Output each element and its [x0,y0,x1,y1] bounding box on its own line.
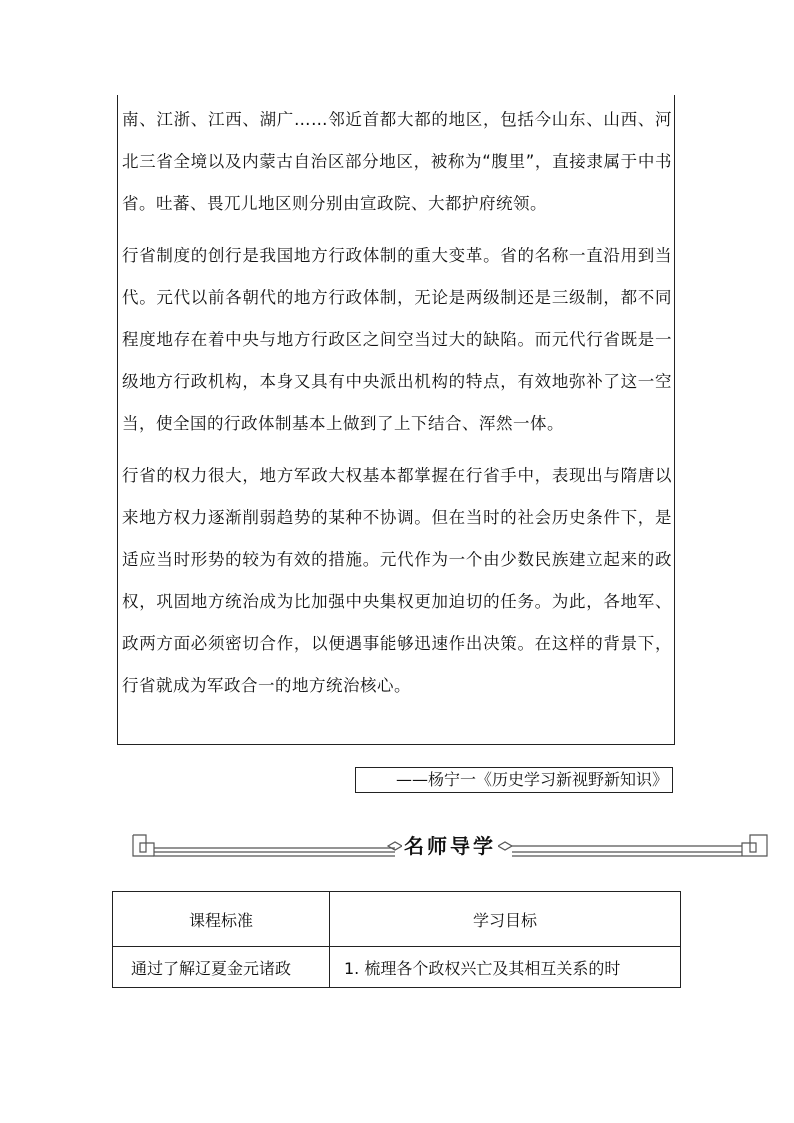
header-course-standard: 课程标准 [113,892,330,947]
reading-material-box [117,95,675,745]
table-row [113,947,681,988]
header-learning-goals: 学习目标 [330,892,681,947]
curriculum-table [112,891,681,988]
section-banner [130,830,770,862]
cell-course-standard: 通过了解辽夏金元诸政 [113,947,330,988]
cell-learning-goals: 1. 梳理各个政权兴亡及其相互关系的时 [330,947,681,988]
section-title-text: 名师导学 [404,834,496,858]
section-title [130,830,770,862]
reading-paragraph-1: 南、江浙、江西、湖广……邻近首都大都的地区，包括今山东、山西、河北三省全境以及内蒙古自治区部分地区，被称为“腹里”，直接隶属于中书省。吐蕃、畏兀儿地区则分别由宣政院、大都护府统领。 [122,110,672,213]
source-citation: ——杨宁一《历史学习新视野新知识》 [355,767,673,793]
table-header-row [113,892,681,947]
reading-paragraph-2: 行省制度的创行是我国地方行政体制的重大变革。省的名称一直沿用到当代。元代以前各朝代的地方行政体制，无论是两级制还是三级制，都不同程度地存在着中央与地方行政区之间空当过大的缺陷。而元代行省既是一级地方行政机构，本身又具有中央派出机构的特点，有效地弥补了这一空当，使全国的行政体制基本上做到了上下结合、浑然一体。 [122,246,672,433]
reading-paragraph-3: 行省的权力很大，地方军政大权基本都掌握在行省手中，表现出与隋唐以来地方权力逐渐削弱趋势的某种不协调。但在当时的社会历史条件下，是适应当时形势的较为有效的措施。元代作为一个由少数民族建立起来的政权，巩固地方统治成为比加强中央集权更加迫切的任务。为此，各地军、政两方面必须密切合作，以便遇事能够迅速作出决策。在这样的背景下，行省就成为军政合一的地方统治核心。 [122,466,672,695]
